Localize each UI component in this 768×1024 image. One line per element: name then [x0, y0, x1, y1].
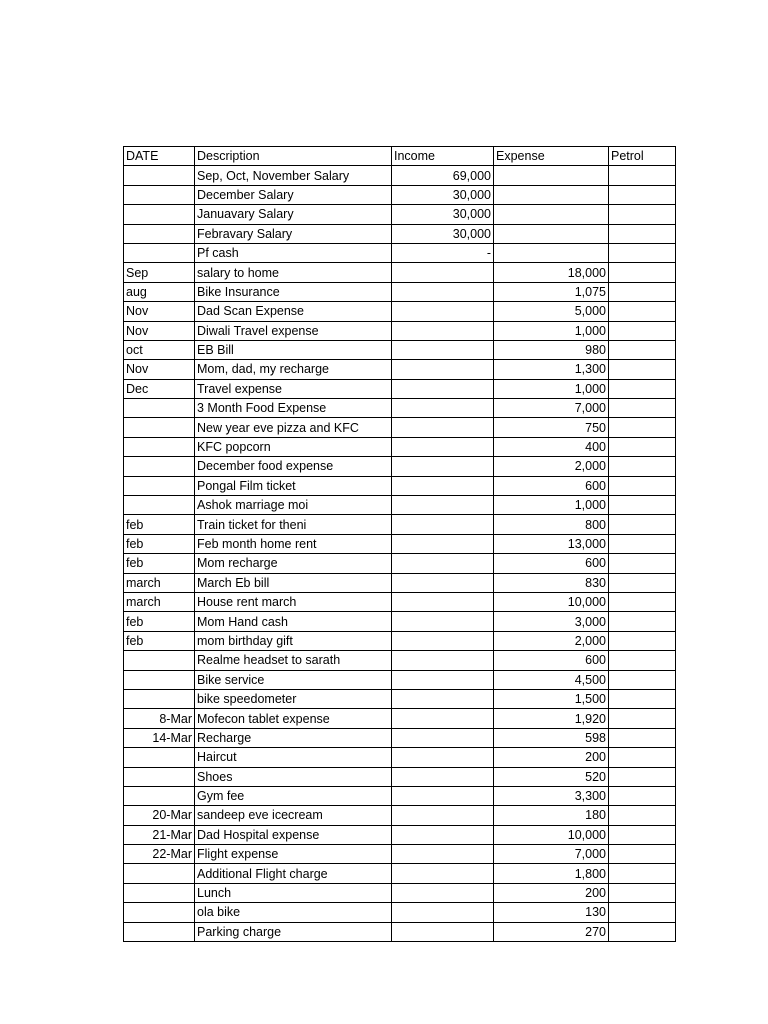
- table-row: [124, 631, 676, 650]
- description-cell: Bike service: [195, 670, 392, 689]
- income-cell: [392, 399, 494, 418]
- income-cell: [392, 748, 494, 767]
- expense-table: [123, 146, 676, 942]
- table-row: [124, 437, 676, 456]
- petrol-cell: [609, 631, 676, 650]
- date-cell: [124, 786, 195, 805]
- income-cell: 30,000: [392, 224, 494, 243]
- date-cell: Nov: [124, 360, 195, 379]
- petrol-cell: [609, 903, 676, 922]
- table-row: [124, 573, 676, 592]
- table-row: [124, 496, 676, 515]
- petrol-cell: [609, 379, 676, 398]
- petrol-cell: [609, 205, 676, 224]
- date-cell: Sep: [124, 263, 195, 282]
- description-cell: Ashok marriage moi: [195, 496, 392, 515]
- table-row: [124, 185, 676, 204]
- petrol-cell: [609, 476, 676, 495]
- petrol-cell: [609, 166, 676, 185]
- expense-cell: 2,000: [494, 457, 609, 476]
- expense-cell: 3,300: [494, 786, 609, 805]
- header-income: Income: [392, 147, 494, 166]
- table-row: [124, 457, 676, 476]
- table-row: [124, 728, 676, 747]
- income-cell: [392, 689, 494, 708]
- table-row: [124, 748, 676, 767]
- description-cell: Januavary Salary: [195, 205, 392, 224]
- expense-cell: [494, 166, 609, 185]
- expense-cell: 598: [494, 728, 609, 747]
- expense-cell: 1,000: [494, 321, 609, 340]
- table-row: [124, 340, 676, 359]
- table-row: [124, 243, 676, 262]
- table-row: [124, 418, 676, 437]
- description-cell: Mom Hand cash: [195, 612, 392, 631]
- petrol-cell: [609, 612, 676, 631]
- petrol-cell: [609, 728, 676, 747]
- income-cell: 30,000: [392, 205, 494, 224]
- description-cell: Febravary Salary: [195, 224, 392, 243]
- date-cell: [124, 883, 195, 902]
- description-cell: Parking charge: [195, 922, 392, 941]
- income-cell: [392, 864, 494, 883]
- date-cell: 21-Mar: [124, 825, 195, 844]
- petrol-cell: [609, 806, 676, 825]
- expense-cell: 10,000: [494, 825, 609, 844]
- income-cell: [392, 340, 494, 359]
- expense-cell: 980: [494, 340, 609, 359]
- header-petrol: Petrol: [609, 147, 676, 166]
- table-row: [124, 786, 676, 805]
- expense-cell: [494, 224, 609, 243]
- header-description: Description: [195, 147, 392, 166]
- date-cell: [124, 399, 195, 418]
- petrol-cell: [609, 845, 676, 864]
- table-row: [124, 554, 676, 573]
- table-row: [124, 592, 676, 611]
- expense-cell: 600: [494, 476, 609, 495]
- petrol-cell: [609, 651, 676, 670]
- description-cell: Pongal Film ticket: [195, 476, 392, 495]
- petrol-cell: [609, 418, 676, 437]
- table-row: [124, 612, 676, 631]
- petrol-cell: [609, 321, 676, 340]
- description-cell: March Eb bill: [195, 573, 392, 592]
- petrol-cell: [609, 767, 676, 786]
- description-cell: Diwali Travel expense: [195, 321, 392, 340]
- date-cell: march: [124, 573, 195, 592]
- table-row: [124, 399, 676, 418]
- petrol-cell: [609, 922, 676, 941]
- expense-cell: 400: [494, 437, 609, 456]
- petrol-cell: [609, 496, 676, 515]
- income-cell: [392, 360, 494, 379]
- description-cell: mom birthday gift: [195, 631, 392, 650]
- expense-cell: 1,075: [494, 282, 609, 301]
- income-cell: [392, 903, 494, 922]
- expense-cell: 750: [494, 418, 609, 437]
- table-row: [124, 825, 676, 844]
- date-cell: feb: [124, 612, 195, 631]
- header-date: DATE: [124, 147, 195, 166]
- date-cell: [124, 457, 195, 476]
- table-row: [124, 321, 676, 340]
- description-cell: KFC popcorn: [195, 437, 392, 456]
- income-cell: [392, 786, 494, 805]
- description-cell: Shoes: [195, 767, 392, 786]
- date-cell: [124, 903, 195, 922]
- petrol-cell: [609, 263, 676, 282]
- date-cell: [124, 651, 195, 670]
- income-cell: [392, 825, 494, 844]
- petrol-cell: [609, 592, 676, 611]
- income-cell: [392, 302, 494, 321]
- date-cell: Nov: [124, 321, 195, 340]
- petrol-cell: [609, 748, 676, 767]
- date-cell: [124, 670, 195, 689]
- expense-cell: 830: [494, 573, 609, 592]
- expense-cell: 520: [494, 767, 609, 786]
- table-row: [124, 379, 676, 398]
- table-row: [124, 689, 676, 708]
- petrol-cell: [609, 573, 676, 592]
- table-row: [124, 922, 676, 941]
- income-cell: [392, 263, 494, 282]
- table-row: [124, 360, 676, 379]
- date-cell: [124, 767, 195, 786]
- expense-cell: 3,000: [494, 612, 609, 631]
- petrol-cell: [609, 360, 676, 379]
- income-cell: [392, 379, 494, 398]
- description-cell: Travel expense: [195, 379, 392, 398]
- income-cell: [392, 418, 494, 437]
- date-cell: 20-Mar: [124, 806, 195, 825]
- petrol-cell: [609, 437, 676, 456]
- income-cell: [392, 806, 494, 825]
- date-cell: [124, 418, 195, 437]
- date-cell: [124, 864, 195, 883]
- expense-cell: 130: [494, 903, 609, 922]
- date-cell: feb: [124, 631, 195, 650]
- table-row: [124, 883, 676, 902]
- income-cell: [392, 496, 494, 515]
- table-row: [124, 651, 676, 670]
- petrol-cell: [609, 457, 676, 476]
- income-cell: [392, 515, 494, 534]
- description-cell: salary to home: [195, 263, 392, 282]
- description-cell: bike speedometer: [195, 689, 392, 708]
- description-cell: Haircut: [195, 748, 392, 767]
- income-cell: [392, 631, 494, 650]
- description-cell: Mom, dad, my recharge: [195, 360, 392, 379]
- description-cell: Recharge: [195, 728, 392, 747]
- income-cell: 69,000: [392, 166, 494, 185]
- date-cell: [124, 205, 195, 224]
- expense-cell: 270: [494, 922, 609, 941]
- table-row: [124, 864, 676, 883]
- description-cell: 3 Month Food Expense: [195, 399, 392, 418]
- description-cell: Mom recharge: [195, 554, 392, 573]
- description-cell: Train ticket for theni: [195, 515, 392, 534]
- expense-cell: [494, 185, 609, 204]
- table-row: [124, 166, 676, 185]
- table-body: [124, 147, 676, 942]
- expense-cell: 18,000: [494, 263, 609, 282]
- description-cell: Realme headset to sarath: [195, 651, 392, 670]
- income-cell: [392, 883, 494, 902]
- description-cell: Additional Flight charge: [195, 864, 392, 883]
- income-cell: -: [392, 243, 494, 262]
- income-cell: [392, 321, 494, 340]
- expense-cell: 10,000: [494, 592, 609, 611]
- petrol-cell: [609, 302, 676, 321]
- petrol-cell: [609, 534, 676, 553]
- date-cell: 8-Mar: [124, 709, 195, 728]
- date-cell: Nov: [124, 302, 195, 321]
- income-cell: [392, 670, 494, 689]
- petrol-cell: [609, 224, 676, 243]
- date-cell: [124, 496, 195, 515]
- expense-cell: 200: [494, 883, 609, 902]
- petrol-cell: [609, 883, 676, 902]
- income-cell: [392, 437, 494, 456]
- petrol-cell: [609, 864, 676, 883]
- petrol-cell: [609, 243, 676, 262]
- description-cell: Dad Hospital expense: [195, 825, 392, 844]
- date-cell: aug: [124, 282, 195, 301]
- date-cell: [124, 166, 195, 185]
- description-cell: December food expense: [195, 457, 392, 476]
- petrol-cell: [609, 825, 676, 844]
- income-cell: [392, 554, 494, 573]
- expense-cell: 600: [494, 651, 609, 670]
- petrol-cell: [609, 554, 676, 573]
- expense-cell: 7,000: [494, 845, 609, 864]
- petrol-cell: [609, 185, 676, 204]
- date-cell: 14-Mar: [124, 728, 195, 747]
- table-row: [124, 670, 676, 689]
- income-cell: [392, 651, 494, 670]
- petrol-cell: [609, 670, 676, 689]
- date-cell: [124, 437, 195, 456]
- petrol-cell: [609, 399, 676, 418]
- description-cell: December Salary: [195, 185, 392, 204]
- table-row: [124, 205, 676, 224]
- table-row: [124, 845, 676, 864]
- petrol-cell: [609, 689, 676, 708]
- petrol-cell: [609, 282, 676, 301]
- date-cell: [124, 748, 195, 767]
- expense-cell: 800: [494, 515, 609, 534]
- date-cell: feb: [124, 534, 195, 553]
- date-cell: [124, 922, 195, 941]
- income-cell: [392, 592, 494, 611]
- expense-cell: 180: [494, 806, 609, 825]
- expense-cell: 600: [494, 554, 609, 573]
- header-expense: Expense: [494, 147, 609, 166]
- date-cell: 22-Mar: [124, 845, 195, 864]
- expense-cell: 13,000: [494, 534, 609, 553]
- description-cell: sandeep eve icecream: [195, 806, 392, 825]
- income-cell: [392, 767, 494, 786]
- expense-cell: 1,300: [494, 360, 609, 379]
- petrol-cell: [609, 340, 676, 359]
- expense-cell: [494, 205, 609, 224]
- table-row: [124, 476, 676, 495]
- description-cell: EB Bill: [195, 340, 392, 359]
- header-row: [124, 147, 676, 166]
- expense-cell: 1,500: [494, 689, 609, 708]
- description-cell: Flight expense: [195, 845, 392, 864]
- income-cell: [392, 612, 494, 631]
- expense-cell: 2,000: [494, 631, 609, 650]
- income-cell: [392, 728, 494, 747]
- petrol-cell: [609, 709, 676, 728]
- table-row: [124, 224, 676, 243]
- description-cell: Feb month home rent: [195, 534, 392, 553]
- expense-cell: 5,000: [494, 302, 609, 321]
- petrol-cell: [609, 515, 676, 534]
- table-row: [124, 282, 676, 301]
- table-row: [124, 302, 676, 321]
- date-cell: [124, 243, 195, 262]
- income-cell: 30,000: [392, 185, 494, 204]
- date-cell: [124, 224, 195, 243]
- expense-cell: 1,000: [494, 496, 609, 515]
- expense-cell: 4,500: [494, 670, 609, 689]
- description-cell: Gym fee: [195, 786, 392, 805]
- description-cell: Dad Scan Expense: [195, 302, 392, 321]
- description-cell: New year eve pizza and KFC: [195, 418, 392, 437]
- date-cell: Dec: [124, 379, 195, 398]
- expense-cell: 1,920: [494, 709, 609, 728]
- date-cell: feb: [124, 515, 195, 534]
- table-row: [124, 903, 676, 922]
- date-cell: feb: [124, 554, 195, 573]
- income-cell: [392, 922, 494, 941]
- income-cell: [392, 534, 494, 553]
- expense-cell: 1,000: [494, 379, 609, 398]
- description-cell: ola bike: [195, 903, 392, 922]
- income-cell: [392, 845, 494, 864]
- date-cell: [124, 185, 195, 204]
- table-row: [124, 263, 676, 282]
- date-cell: oct: [124, 340, 195, 359]
- expense-cell: 200: [494, 748, 609, 767]
- date-cell: [124, 689, 195, 708]
- table-row: [124, 806, 676, 825]
- description-cell: House rent march: [195, 592, 392, 611]
- expense-cell: 7,000: [494, 399, 609, 418]
- description-cell: Bike Insurance: [195, 282, 392, 301]
- table-row: [124, 709, 676, 728]
- income-cell: [392, 457, 494, 476]
- description-cell: Pf cash: [195, 243, 392, 262]
- description-cell: Mofecon tablet expense: [195, 709, 392, 728]
- income-cell: [392, 709, 494, 728]
- date-cell: [124, 476, 195, 495]
- table-row: [124, 534, 676, 553]
- income-cell: [392, 573, 494, 592]
- description-cell: Sep, Oct, November Salary: [195, 166, 392, 185]
- table-row: [124, 515, 676, 534]
- description-cell: Lunch: [195, 883, 392, 902]
- income-cell: [392, 282, 494, 301]
- date-cell: march: [124, 592, 195, 611]
- expense-cell: [494, 243, 609, 262]
- table-row: [124, 767, 676, 786]
- income-cell: [392, 476, 494, 495]
- expense-cell: 1,800: [494, 864, 609, 883]
- petrol-cell: [609, 786, 676, 805]
